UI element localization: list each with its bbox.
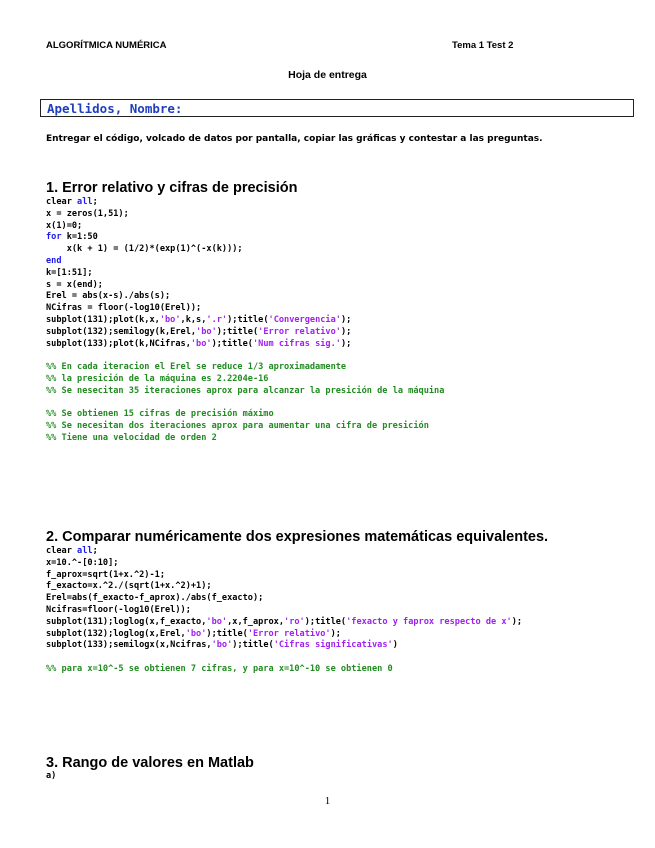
code-token: subplot(133);plot(k,NCifras, xyxy=(46,338,191,349)
code-token: );title( xyxy=(211,338,253,349)
code-token: all xyxy=(77,197,93,207)
code-token: 'bo' xyxy=(159,314,181,325)
instructions-text: Entregar el código, volcado de datos por pantalla, copiar las gráficas y contestar a las preguntas. xyxy=(46,134,543,144)
code-token: %% Se nesecitan 35 iteraciones aprox para alcanzar la presición de la máquina xyxy=(46,385,445,396)
code-token: end xyxy=(46,255,62,266)
code-line xyxy=(46,339,444,351)
code-token: 'fexacto y faprox respecto de x' xyxy=(346,616,512,627)
code-token: ,k,s, xyxy=(180,314,207,325)
code-line xyxy=(46,232,444,244)
page-title: Hoja de entrega xyxy=(288,69,367,81)
code-line xyxy=(46,280,444,292)
code-token: a) xyxy=(46,771,57,781)
code-token: subplot(131);loglog(x,f_exacto, xyxy=(46,616,207,627)
code-token: ) xyxy=(392,640,398,651)
code-line xyxy=(46,315,444,327)
code-line xyxy=(46,386,444,398)
header-course-title: ALGORÍTMICA NUMÉRICA xyxy=(46,40,167,51)
page-number: 1 xyxy=(324,795,331,807)
code-line xyxy=(46,350,444,362)
code-token: subplot(133);semilogx(x,Ncifras, xyxy=(46,640,212,651)
code-line xyxy=(46,421,444,433)
code-token: clear xyxy=(46,197,78,207)
code-token: ); xyxy=(340,338,352,349)
code-token: %% para x=10^-5 se obtienen 7 cifras, y para x=10^-10 se obtienen 0 xyxy=(46,663,393,674)
code-token: 'ro' xyxy=(284,616,305,627)
section-1-code xyxy=(46,197,444,445)
code-token: 'Cifras significativas' xyxy=(273,640,393,651)
code-token: 'bo' xyxy=(185,628,207,639)
code-token: ; xyxy=(92,197,98,207)
code-token: Erel=abs(f_exacto-f_aprox)./abs(f_exacto); xyxy=(46,593,264,604)
code-token: );title( xyxy=(232,640,274,651)
code-token: x(k + 1) = (1/2)*(exp(1)^(-x(k))); xyxy=(46,244,243,255)
code-token: 'bo' xyxy=(206,616,228,627)
code-line xyxy=(46,221,444,233)
code-token: x = zeros(1,51); xyxy=(46,208,129,219)
code-token: %% Se obtienen 15 cifras de precisión máximo xyxy=(46,409,274,420)
code-token: 'Convergencia' xyxy=(268,314,341,325)
code-line xyxy=(46,546,522,558)
code-line xyxy=(46,771,56,783)
code-token: ); xyxy=(330,628,341,639)
code-line xyxy=(46,664,522,676)
code-token: );title( xyxy=(304,616,347,627)
code-token: ); xyxy=(511,616,523,627)
code-token: k=1:50 xyxy=(66,232,98,243)
code-token: 'bo' xyxy=(190,338,212,349)
code-token: for xyxy=(46,232,67,243)
code-line xyxy=(46,256,444,268)
section-2-code xyxy=(46,546,522,676)
code-token: clear xyxy=(46,546,78,556)
code-token: x=10.^-[0:10]; xyxy=(46,557,119,568)
code-token: %% En cada iteracion el Erel se reduce 1/3 aproximadamente xyxy=(46,362,347,373)
code-line xyxy=(46,303,444,315)
code-token: ,x,f_aprox, xyxy=(227,616,285,627)
code-token: );title( xyxy=(206,628,248,639)
code-line xyxy=(46,629,522,641)
section-1-title: 1. Error relativo y cifras de precisión xyxy=(46,180,298,196)
code-token: Erel = abs(x-s)./abs(s); xyxy=(46,291,171,302)
code-token: subplot(131);plot(k,x, xyxy=(46,314,160,325)
code-line xyxy=(46,197,444,209)
code-token: all xyxy=(77,546,93,556)
code-token: 'bo' xyxy=(196,326,217,337)
code-line xyxy=(46,268,444,280)
code-token: subplot(132);loglog(x,Erel, xyxy=(46,628,186,639)
code-token: f_aprox=sqrt(1+x.^2)-1; xyxy=(46,569,165,580)
code-line xyxy=(46,570,522,582)
code-token: x(1)=0; xyxy=(46,220,83,231)
code-token: %% Se necesitan dos iteraciones aprox para aumentar una cifra de presición xyxy=(46,421,429,432)
code-line xyxy=(46,374,444,386)
code-line xyxy=(46,433,444,445)
code-token: s = x(end); xyxy=(46,279,103,290)
code-token: 'bo' xyxy=(211,640,233,651)
code-line xyxy=(46,617,522,629)
header-test-label: Tema 1 Test 2 xyxy=(452,40,514,51)
section-3-title: 3. Rango de valores en Matlab xyxy=(46,755,254,771)
section-3-code xyxy=(46,771,56,783)
code-token: f_exacto=x.^2./(sqrt(1+x.^2)+1); xyxy=(46,581,212,592)
code-token: );title( xyxy=(227,314,269,325)
code-line xyxy=(46,244,444,256)
code-token: Ncifras=floor(-log10(Erel)); xyxy=(46,604,191,615)
code-token: %% la presición de la máquina es 2.2204e-16 xyxy=(46,373,269,384)
code-line xyxy=(46,362,444,374)
code-token: 'Num cifras sig.' xyxy=(252,338,341,349)
name-field-label: Apellidos, Nombre: xyxy=(47,101,183,116)
code-token: '.r' xyxy=(206,314,228,325)
code-line xyxy=(46,581,522,593)
code-token: k=[1:51]; xyxy=(46,267,93,278)
code-line xyxy=(46,398,444,410)
code-line xyxy=(46,409,444,421)
code-line xyxy=(46,605,522,617)
code-line xyxy=(46,558,522,570)
code-token: %% Tiene una velocidad de orden 2 xyxy=(46,432,217,443)
code-line xyxy=(46,291,444,303)
section-2-title: 2. Comparar numéricamente dos expresiones matemáticas equivalentes. xyxy=(46,529,549,545)
code-token: );title( xyxy=(216,326,259,337)
code-line xyxy=(46,327,444,339)
code-token: subplot(132);semilogy(k,Erel, xyxy=(46,326,197,337)
code-line xyxy=(46,652,522,664)
code-token: ); xyxy=(340,326,352,337)
code-line xyxy=(46,640,522,652)
code-token: ; xyxy=(92,546,98,556)
name-field-box xyxy=(40,99,634,117)
code-token: ); xyxy=(340,314,352,325)
code-line xyxy=(46,209,444,221)
code-token: 'Error relativo' xyxy=(258,326,341,337)
code-line xyxy=(46,593,522,605)
code-token: 'Error relativo' xyxy=(247,628,331,639)
code-token: NCifras = floor(-log10(Erel)); xyxy=(46,303,202,314)
